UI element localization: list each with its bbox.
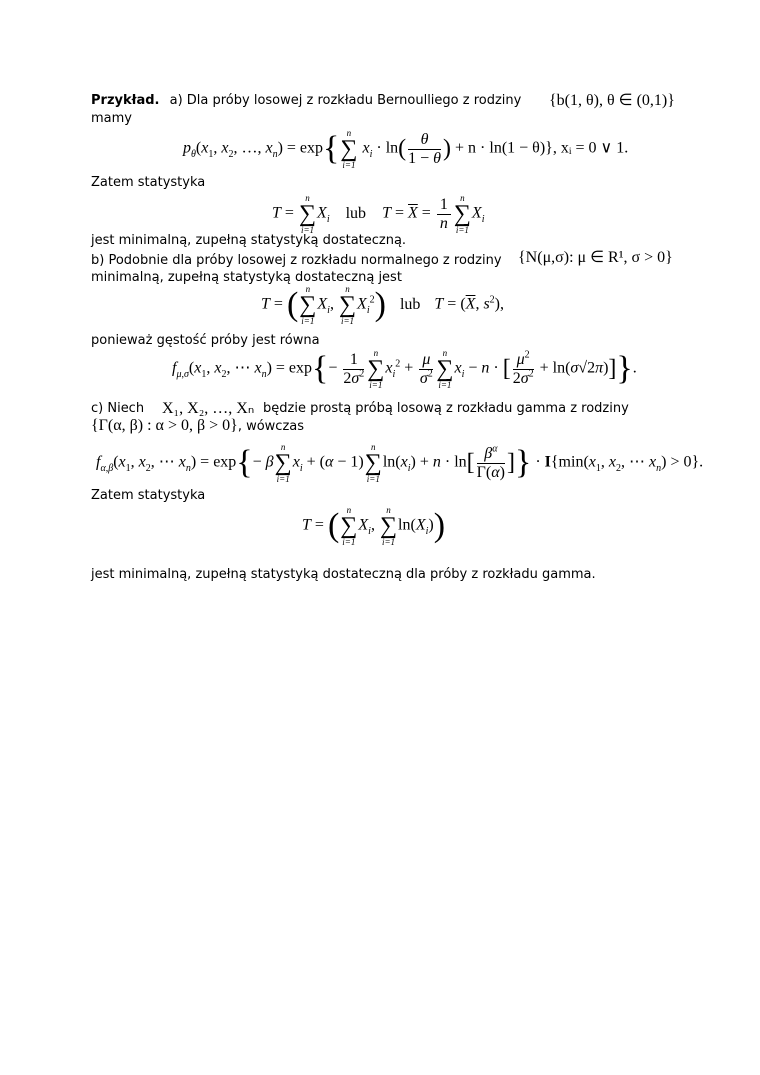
part-c-intro-right: będzie prostą próbą losową z rozkładu gamma z rodziny bbox=[263, 401, 629, 416]
part-a-zatem: Zatem statystyka bbox=[91, 175, 206, 190]
part-a-density-tail: + n · ln(1 − θ)}, xᵢ = 0 ∨ 1. bbox=[455, 139, 629, 157]
part-b-family: {N(μ,σ): μ ∈ R¹, σ > 0} bbox=[518, 249, 673, 266]
part-c-zatem: Zatem statystyka bbox=[91, 488, 206, 503]
part-b-density-formula: $f_{\mu,\sigma}(x_1$, $x_2$, ⋯ $x_n) = \exp\{-$ $\frac{1}{2\sigma^2}$ n ∑ i=1 $x_i^2$ + $\frac{\mu}{\sigma^2}$ n ∑ i=1 $x_i - n$ · [ $\frac{\mu^2}{2\sigma^2}$ + ln(σ√2π)]}. bbox=[172, 348, 637, 390]
part-b-lub: lub bbox=[399, 295, 421, 313]
part-c-sample: X₁, X₂, …, Xₙ bbox=[162, 400, 255, 417]
part-c-family-line bbox=[91, 417, 304, 435]
part-a-lub: lub bbox=[345, 204, 367, 222]
part-b-density-intro: ponieważ gęstość próby jest równa bbox=[91, 333, 320, 348]
part-a-statistic-formula: T = n ∑ i=1 $X_i$ lub $T = \overline{X}$ = $\frac{1}{n}$ n ∑ i=1 $X_i$ bbox=[272, 193, 485, 235]
example-heading: Przykład. bbox=[91, 93, 160, 108]
part-c-density-formula: $f_{\alpha,\beta}(x_1$, $x_2$, ⋯ $x_n) = \exp\{- \beta$ n ∑ i=1 $x_i + (\alpha - 1)$ n ∑ i=1 $\ln(x_i) + n \cdot \ln$[ $\frac{\beta^\alpha}{\Gamma(\alpha)}$ ]} · $I\{\min(x_1$, $x_2$, ⋯ $x_n) > 0$}. bbox=[96, 442, 704, 484]
part-b-line2: minimalną, zupełną statystyką dostateczną jest bbox=[91, 270, 402, 285]
part-c-conclusion: jest minimalną, zupełną statystyką dostateczną dla próby z rozkładu gamma. bbox=[91, 567, 596, 582]
part-a-conclusion: jest minimalną, zupełną statystyką dostateczną. bbox=[91, 233, 407, 248]
part-b-statistic-formula: T = ( n ∑ i=1 $X_i$, n ∑ i=1 $X_i^2$) lub $T = (\overline{X}$, $s^2$), bbox=[261, 284, 504, 326]
part-b-intro: b) Podobnie dla próby losowej z rozkładu normalnego z rodziny bbox=[91, 253, 502, 268]
part-c-intro-left: c) Niech bbox=[91, 401, 145, 416]
part-a-intro: a) Dla próby losowej z rozkładu Bernoulliego z rodziny bbox=[169, 93, 522, 108]
part-c-family: {Γ(α, β) : α > 0, β > 0} bbox=[91, 417, 238, 434]
part-a-density-formula: $p_\theta(x_1$, $x_2$, …, $x_n) = \exp${ n ∑ i=1 $x_i \cdot \ln$( $\frac{\theta}{1 - \theta}$ ) + n · ln(1 − θ)}, xᵢ = 0 ∨ 1. bbox=[183, 128, 629, 170]
part-c-statistic-formula: T = ( n ∑ i=1 $X_i$, n ∑ i=1 $\ln(X_i)$) bbox=[302, 505, 446, 547]
part-a-family: {b(1, θ), θ ∈ (0,1)} bbox=[549, 92, 675, 109]
part-c-wowczas: , wówczas bbox=[237, 419, 305, 434]
part-a-mamy: mamy bbox=[91, 111, 132, 126]
